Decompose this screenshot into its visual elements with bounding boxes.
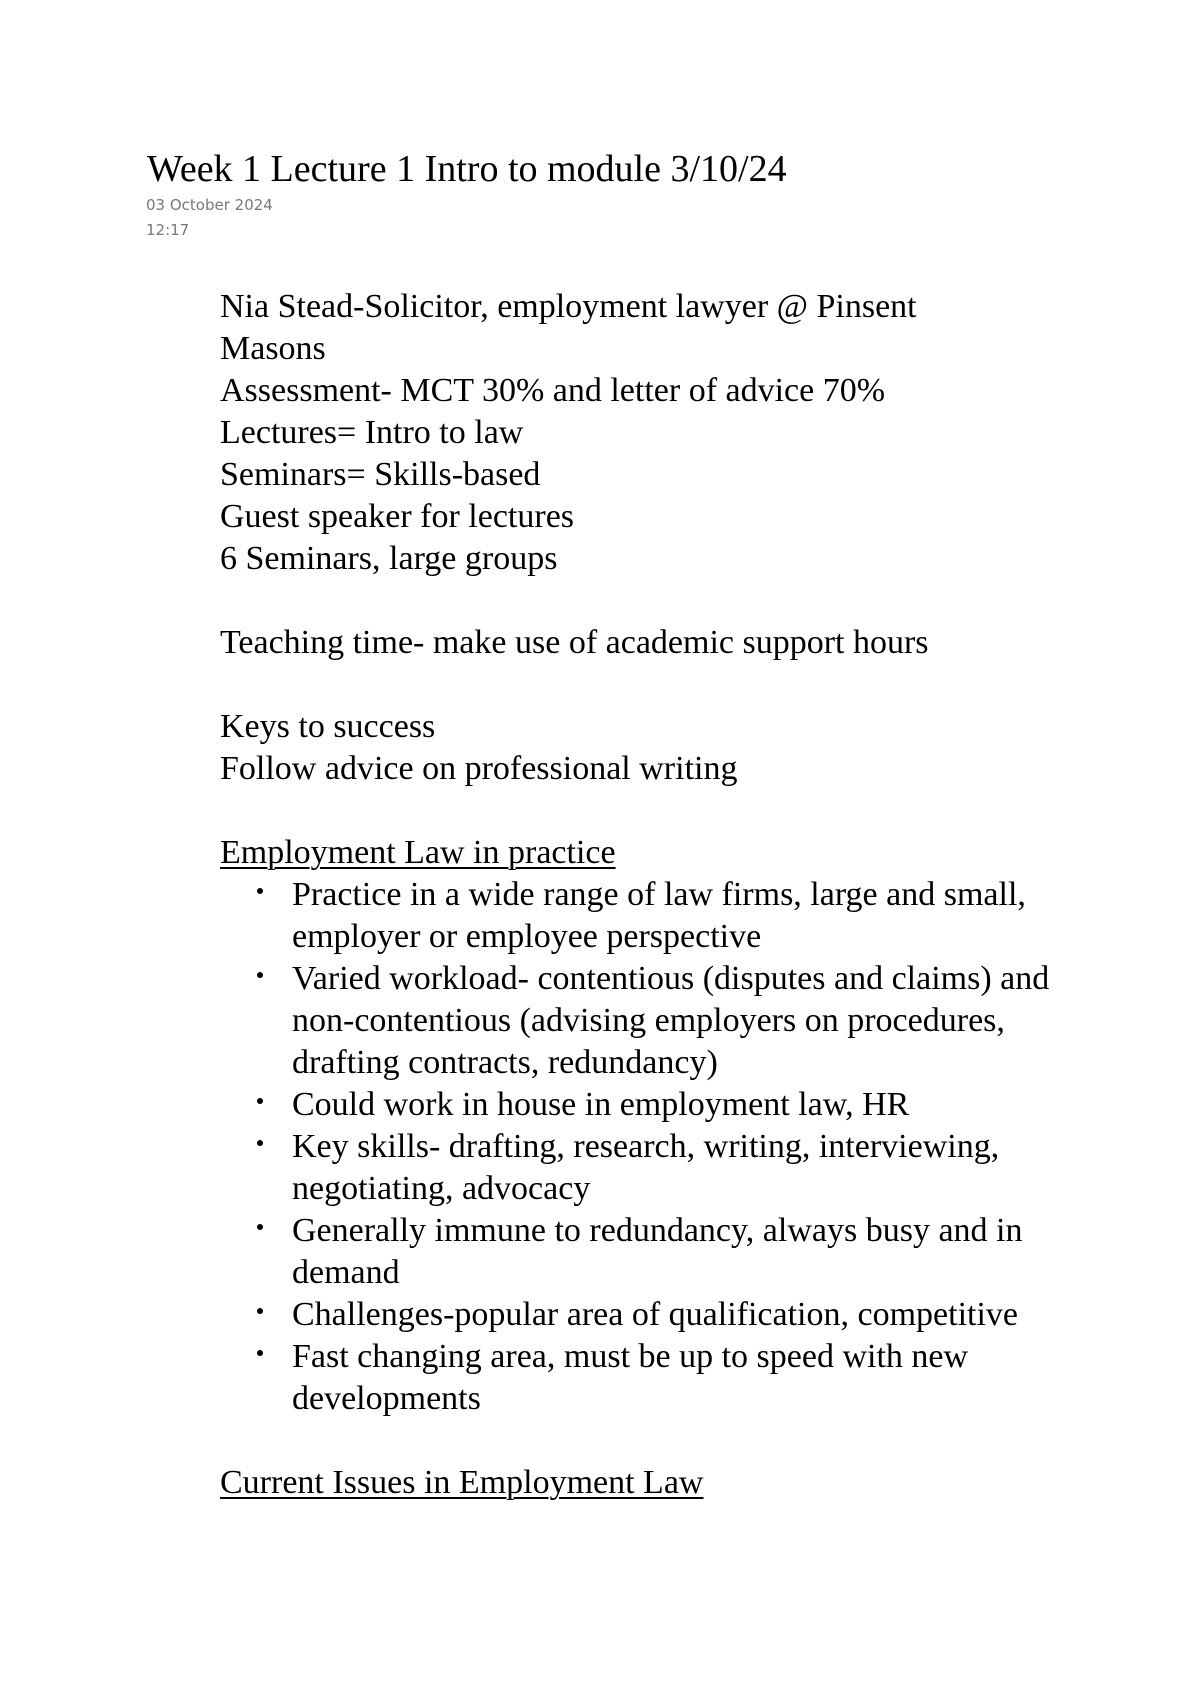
note-body bbox=[220, 286, 1100, 1504]
intro-line-speaker: Nia Stead-Solicitor, employment lawyer @ Pinsent Masons bbox=[220, 288, 917, 367]
list-item bbox=[292, 874, 1092, 958]
bullet-icon bbox=[257, 972, 263, 978]
bullet-icon bbox=[257, 1140, 263, 1146]
blank-line bbox=[220, 790, 1100, 832]
intro-line-seminar-count: 6 Seminars, large groups bbox=[220, 540, 558, 577]
bullet-icon bbox=[257, 1350, 263, 1356]
bullet-icon bbox=[257, 1224, 263, 1230]
note-title: Week 1 Lecture 1 Intro to module 3/10/24 bbox=[147, 148, 787, 190]
bullet-icon bbox=[257, 1308, 263, 1314]
practice-heading: Employment Law in practice bbox=[220, 834, 616, 871]
practice-bullet-list bbox=[220, 874, 1092, 1420]
note-date: 03 October 2024 bbox=[146, 196, 273, 214]
blank-line bbox=[220, 580, 1100, 622]
blank-line bbox=[220, 1420, 1100, 1462]
list-item bbox=[292, 958, 1092, 1084]
bullet-text: Practice in a wide range of law firms, large and small, employer or employee perspective bbox=[292, 876, 1026, 955]
current-issues-heading: Current Issues in Employment Law bbox=[220, 1464, 704, 1501]
bullet-text: Varied workload- contentious (disputes and claims) and non-contentious (advising employers on procedures, drafting contracts, redundancy) bbox=[292, 960, 1050, 1081]
list-item bbox=[292, 1210, 1092, 1294]
bullet-icon bbox=[257, 888, 263, 894]
list-item bbox=[292, 1084, 1092, 1126]
intro-line-assessment: Assessment- MCT 30% and letter of advice 70% bbox=[220, 372, 886, 409]
bullet-text: Key skills- drafting, research, writing, interviewing, negotiating, advocacy bbox=[292, 1128, 1000, 1207]
keys-line-advice: Follow advice on professional writing bbox=[220, 750, 738, 787]
bullet-text: Challenges-popular area of qualification, competitive bbox=[292, 1296, 1019, 1333]
list-item bbox=[292, 1336, 1092, 1420]
intro-line-guest-speaker: Guest speaker for lectures bbox=[220, 498, 575, 535]
bullet-text: Generally immune to redundancy, always busy and in demand bbox=[292, 1212, 1023, 1291]
list-item bbox=[292, 1126, 1092, 1210]
bullet-text: Could work in house in employment law, HR bbox=[292, 1086, 910, 1123]
note-time: 12:17 bbox=[146, 221, 190, 239]
bullet-text: Fast changing area, must be up to speed with new developments bbox=[292, 1338, 969, 1417]
blank-line bbox=[220, 664, 1100, 706]
teaching-time-line: Teaching time- make use of academic support hours bbox=[220, 624, 929, 661]
intro-line-seminars: Seminars= Skills-based bbox=[220, 456, 541, 493]
keys-line-heading: Keys to success bbox=[220, 708, 436, 745]
bullet-icon bbox=[257, 1098, 263, 1104]
list-item bbox=[292, 1294, 1092, 1336]
intro-line-lectures: Lectures= Intro to law bbox=[220, 414, 524, 451]
